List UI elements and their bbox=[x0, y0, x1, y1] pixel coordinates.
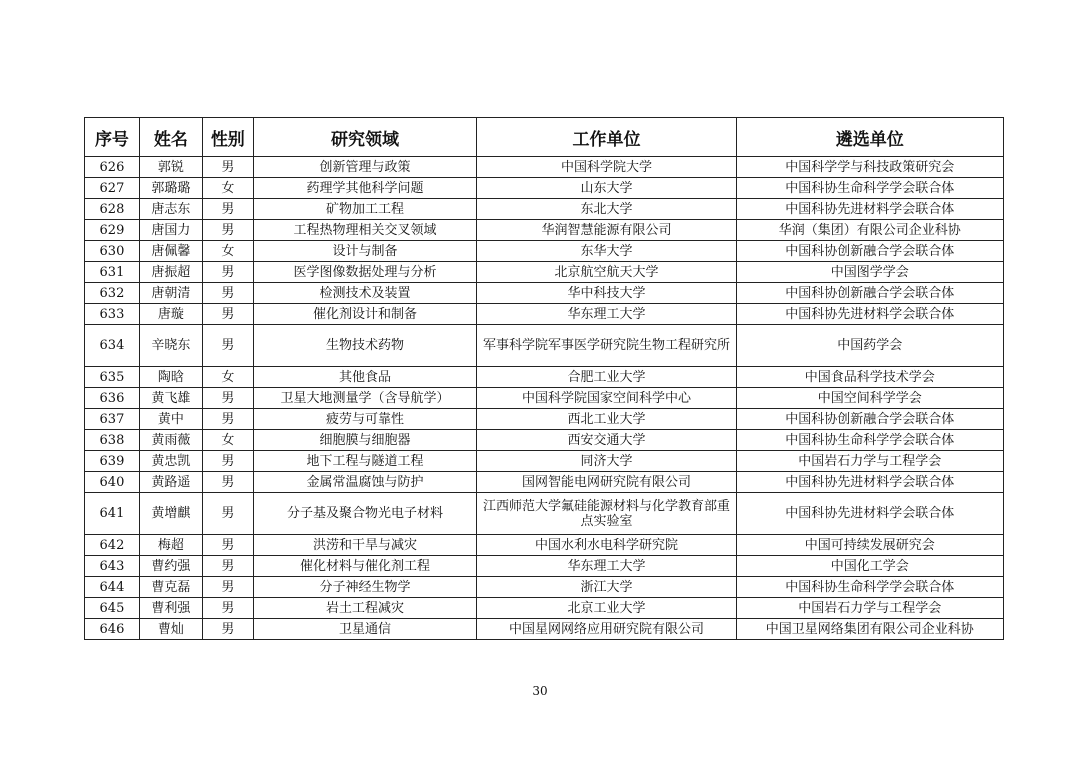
index-cell: 644 bbox=[85, 577, 140, 598]
gender-cell: 男 bbox=[202, 325, 253, 367]
name-cell: 黄路遥 bbox=[139, 472, 202, 493]
research-field-cell: 设计与制备 bbox=[253, 241, 477, 262]
index-cell: 637 bbox=[85, 409, 140, 430]
employer-cell: 西北工业大学 bbox=[477, 409, 736, 430]
name-cell: 唐国力 bbox=[139, 220, 202, 241]
selecting-unit-cell: 中国科学学与科技政策研究会 bbox=[736, 157, 1003, 178]
research-field-cell: 岩土工程减灾 bbox=[253, 598, 477, 619]
employer-cell: 华东理工大学 bbox=[477, 304, 736, 325]
gender-cell: 男 bbox=[202, 577, 253, 598]
employer-cell: 合肥工业大学 bbox=[477, 367, 736, 388]
name-cell: 唐朝清 bbox=[139, 283, 202, 304]
research-field-cell: 催化材料与催化剂工程 bbox=[253, 556, 477, 577]
index-cell: 645 bbox=[85, 598, 140, 619]
employer-cell: 中国水利水电科学研究院 bbox=[477, 535, 736, 556]
index-cell: 642 bbox=[85, 535, 140, 556]
employer-cell: 中国科学院大学 bbox=[477, 157, 736, 178]
index-cell: 631 bbox=[85, 262, 140, 283]
selecting-unit-cell: 中国化工学会 bbox=[736, 556, 1003, 577]
name-cell: 郭锐 bbox=[139, 157, 202, 178]
employer-cell: 山东大学 bbox=[477, 178, 736, 199]
research-field-cell: 金属常温腐蚀与防护 bbox=[253, 472, 477, 493]
employer-cell: 国网智能电网研究院有限公司 bbox=[477, 472, 736, 493]
table-row bbox=[85, 157, 1004, 178]
research-field-cell: 卫星通信 bbox=[253, 619, 477, 640]
research-field-cell: 洪涝和干旱与减灾 bbox=[253, 535, 477, 556]
index-cell: 641 bbox=[85, 493, 140, 535]
name-cell: 黄增麒 bbox=[139, 493, 202, 535]
index-cell: 626 bbox=[85, 157, 140, 178]
index-cell: 639 bbox=[85, 451, 140, 472]
selecting-unit-cell: 中国图学学会 bbox=[736, 262, 1003, 283]
selecting-unit-cell: 中国科协生命科学学会联合体 bbox=[736, 178, 1003, 199]
selecting-unit-cell: 中国卫星网络集团有限公司企业科协 bbox=[736, 619, 1003, 640]
index-cell: 640 bbox=[85, 472, 140, 493]
table-row bbox=[85, 388, 1004, 409]
table-row bbox=[85, 283, 1004, 304]
selecting-unit-cell: 中国岩石力学与工程学会 bbox=[736, 598, 1003, 619]
gender-cell: 男 bbox=[202, 220, 253, 241]
employer-cell: 华中科技大学 bbox=[477, 283, 736, 304]
name-cell: 辛晓东 bbox=[139, 325, 202, 367]
gender-cell: 男 bbox=[202, 619, 253, 640]
selecting-unit-cell: 中国科协先进材料学会联合体 bbox=[736, 493, 1003, 535]
header-gender: 性别 bbox=[202, 118, 253, 157]
name-cell: 唐佩馨 bbox=[139, 241, 202, 262]
header-employer: 工作单位 bbox=[477, 118, 736, 157]
index-cell: 636 bbox=[85, 388, 140, 409]
table-row bbox=[85, 598, 1004, 619]
name-cell: 唐璇 bbox=[139, 304, 202, 325]
header-selecting-unit: 遴选单位 bbox=[736, 118, 1003, 157]
research-field-cell: 生物技术药物 bbox=[253, 325, 477, 367]
gender-cell: 男 bbox=[202, 283, 253, 304]
gender-cell: 女 bbox=[202, 367, 253, 388]
employer-cell: 华东理工大学 bbox=[477, 556, 736, 577]
table-row bbox=[85, 451, 1004, 472]
table-row bbox=[85, 262, 1004, 283]
research-field-cell: 疲劳与可靠性 bbox=[253, 409, 477, 430]
name-cell: 曹灿 bbox=[139, 619, 202, 640]
index-cell: 646 bbox=[85, 619, 140, 640]
gender-cell: 女 bbox=[202, 430, 253, 451]
name-cell: 黄雨薇 bbox=[139, 430, 202, 451]
research-field-cell: 分子基及聚合物光电子材料 bbox=[253, 493, 477, 535]
table-row bbox=[85, 472, 1004, 493]
selecting-unit-cell: 中国科协先进材料学会联合体 bbox=[736, 472, 1003, 493]
gender-cell: 男 bbox=[202, 304, 253, 325]
selecting-unit-cell: 中国科协生命科学学会联合体 bbox=[736, 430, 1003, 451]
table-row bbox=[85, 220, 1004, 241]
name-cell: 黄忠凯 bbox=[139, 451, 202, 472]
gender-cell: 男 bbox=[202, 262, 253, 283]
table-row bbox=[85, 241, 1004, 262]
employer-cell: 同济大学 bbox=[477, 451, 736, 472]
gender-cell: 男 bbox=[202, 556, 253, 577]
employer-cell: 华润智慧能源有限公司 bbox=[477, 220, 736, 241]
header-row bbox=[85, 118, 1004, 157]
gender-cell: 男 bbox=[202, 598, 253, 619]
name-cell: 唐振超 bbox=[139, 262, 202, 283]
table-row bbox=[85, 535, 1004, 556]
selecting-unit-cell: 中国科协先进材料学会联合体 bbox=[736, 199, 1003, 220]
selecting-unit-cell: 中国科协生命科学学会联合体 bbox=[736, 577, 1003, 598]
header-name: 姓名 bbox=[139, 118, 202, 157]
selecting-unit-cell: 中国科协创新融合学会联合体 bbox=[736, 241, 1003, 262]
selecting-unit-cell: 中国岩石力学与工程学会 bbox=[736, 451, 1003, 472]
employer-cell: 中国科学院国家空间科学中心 bbox=[477, 388, 736, 409]
name-cell: 梅超 bbox=[139, 535, 202, 556]
selecting-unit-cell: 华润（集团）有限公司企业科协 bbox=[736, 220, 1003, 241]
table-body bbox=[85, 157, 1004, 640]
employer-cell: 江西师范大学氟硅能源材料与化学教育部重点实验室 bbox=[477, 493, 736, 535]
research-field-cell: 地下工程与隧道工程 bbox=[253, 451, 477, 472]
employer-cell: 北京航空航天大学 bbox=[477, 262, 736, 283]
header-research-field: 研究领域 bbox=[253, 118, 477, 157]
research-field-cell: 细胞膜与细胞器 bbox=[253, 430, 477, 451]
research-field-cell: 矿物加工工程 bbox=[253, 199, 477, 220]
employer-cell: 军事科学院军事医学研究院生物工程研究所 bbox=[477, 325, 736, 367]
gender-cell: 女 bbox=[202, 178, 253, 199]
name-cell: 曹克磊 bbox=[139, 577, 202, 598]
table-row bbox=[85, 577, 1004, 598]
selecting-unit-cell: 中国科协创新融合学会联合体 bbox=[736, 283, 1003, 304]
gender-cell: 男 bbox=[202, 493, 253, 535]
table-row bbox=[85, 199, 1004, 220]
name-cell: 唐志东 bbox=[139, 199, 202, 220]
gender-cell: 男 bbox=[202, 157, 253, 178]
employer-cell: 北京工业大学 bbox=[477, 598, 736, 619]
gender-cell: 男 bbox=[202, 409, 253, 430]
table-row bbox=[85, 367, 1004, 388]
index-cell: 635 bbox=[85, 367, 140, 388]
gender-cell: 男 bbox=[202, 472, 253, 493]
research-field-cell: 药理学其他科学问题 bbox=[253, 178, 477, 199]
gender-cell: 男 bbox=[202, 199, 253, 220]
index-cell: 638 bbox=[85, 430, 140, 451]
name-cell: 曹利强 bbox=[139, 598, 202, 619]
gender-cell: 男 bbox=[202, 388, 253, 409]
table-row bbox=[85, 556, 1004, 577]
research-field-cell: 分子神经生物学 bbox=[253, 577, 477, 598]
research-field-cell: 其他食品 bbox=[253, 367, 477, 388]
selecting-unit-cell: 中国科协创新融合学会联合体 bbox=[736, 409, 1003, 430]
employer-cell: 东华大学 bbox=[477, 241, 736, 262]
name-cell: 黄飞雄 bbox=[139, 388, 202, 409]
index-cell: 643 bbox=[85, 556, 140, 577]
roster-table bbox=[84, 117, 1004, 640]
name-cell: 黄中 bbox=[139, 409, 202, 430]
gender-cell: 男 bbox=[202, 535, 253, 556]
gender-cell: 男 bbox=[202, 451, 253, 472]
index-cell: 630 bbox=[85, 241, 140, 262]
selecting-unit-cell: 中国可持续发展研究会 bbox=[736, 535, 1003, 556]
table-row bbox=[85, 325, 1004, 367]
index-cell: 629 bbox=[85, 220, 140, 241]
index-cell: 633 bbox=[85, 304, 140, 325]
index-cell: 628 bbox=[85, 199, 140, 220]
page-number: 30 bbox=[532, 684, 548, 698]
table-row bbox=[85, 178, 1004, 199]
research-field-cell: 创新管理与政策 bbox=[253, 157, 477, 178]
name-cell: 郭璐璐 bbox=[139, 178, 202, 199]
name-cell: 曹约强 bbox=[139, 556, 202, 577]
gender-cell: 女 bbox=[202, 241, 253, 262]
index-cell: 634 bbox=[85, 325, 140, 367]
index-cell: 632 bbox=[85, 283, 140, 304]
employer-cell: 东北大学 bbox=[477, 199, 736, 220]
header-index: 序号 bbox=[85, 118, 140, 157]
table-row bbox=[85, 430, 1004, 451]
table-row bbox=[85, 409, 1004, 430]
selecting-unit-cell: 中国药学会 bbox=[736, 325, 1003, 367]
employer-cell: 西安交通大学 bbox=[477, 430, 736, 451]
selecting-unit-cell: 中国食品科学技术学会 bbox=[736, 367, 1003, 388]
research-field-cell: 检测技术及装置 bbox=[253, 283, 477, 304]
selecting-unit-cell: 中国空间科学学会 bbox=[736, 388, 1003, 409]
selecting-unit-cell: 中国科协先进材料学会联合体 bbox=[736, 304, 1003, 325]
table-header bbox=[85, 118, 1004, 157]
table-row bbox=[85, 304, 1004, 325]
research-field-cell: 催化剂设计和制备 bbox=[253, 304, 477, 325]
research-field-cell: 卫星大地测量学（含导航学） bbox=[253, 388, 477, 409]
employer-cell: 中国星网网络应用研究院有限公司 bbox=[477, 619, 736, 640]
table-row bbox=[85, 493, 1004, 535]
index-cell: 627 bbox=[85, 178, 140, 199]
name-cell: 陶晗 bbox=[139, 367, 202, 388]
research-field-cell: 医学图像数据处理与分析 bbox=[253, 262, 477, 283]
research-field-cell: 工程热物理相关交叉领域 bbox=[253, 220, 477, 241]
employer-cell: 浙江大学 bbox=[477, 577, 736, 598]
table-row bbox=[85, 619, 1004, 640]
